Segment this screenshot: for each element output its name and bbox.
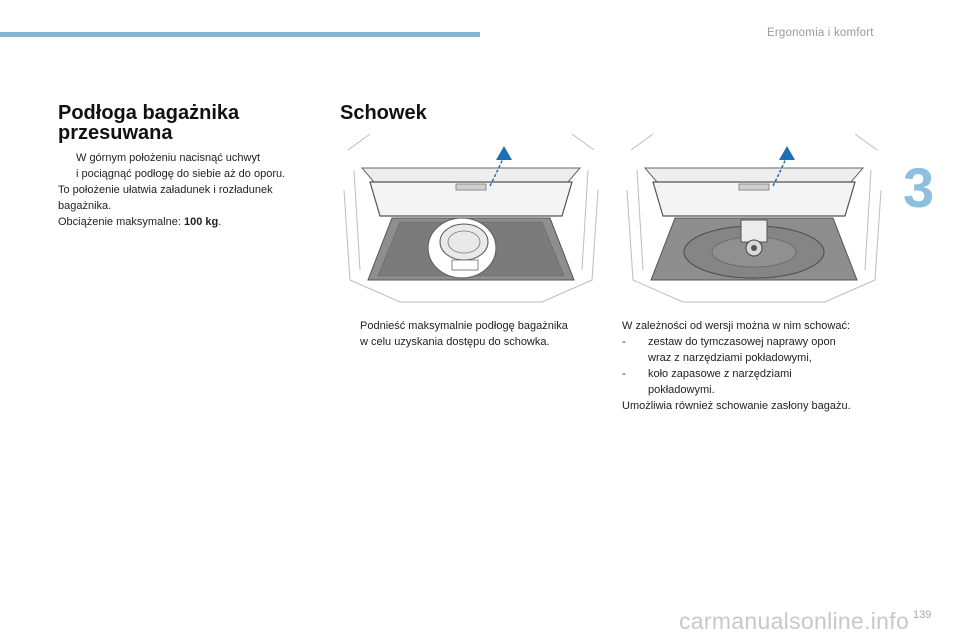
header-accent-bar bbox=[0, 32, 480, 37]
storage-intro: W zależności od wersji można w nim schować: bbox=[622, 320, 851, 332]
item-2-line-1: koło zapasowe z narzędziami bbox=[648, 368, 792, 380]
max-load-value: 100 kg bbox=[183, 216, 219, 228]
item-1-line-1: zestaw do tymczasowej naprawy opon bbox=[648, 336, 836, 348]
dash-marker: - bbox=[622, 336, 626, 348]
dash-marker: - bbox=[622, 368, 626, 380]
chapter-number: 3 bbox=[903, 156, 935, 219]
instruction-line-2: i pociągnąć podłogę do siebie aż do oporu. bbox=[76, 168, 286, 180]
trunk-repair-kit-drawing bbox=[340, 130, 602, 308]
info-line-1: To położenie ułatwia załadunek i rozładunek bbox=[58, 184, 273, 196]
storage-item-1-text bbox=[648, 334, 912, 366]
section-title: Ergonomia i komfort bbox=[767, 27, 874, 39]
storage-instruction-line-2: w celu uzyskania dostępu do schowka. bbox=[360, 336, 550, 348]
arrow-bullet-icon bbox=[342, 318, 360, 350]
item-1-line-2: wraz z narzędziami pokładowymi, bbox=[648, 352, 812, 364]
repair-kit-lid bbox=[440, 224, 488, 260]
raised-floor-edge bbox=[362, 168, 580, 182]
storage-section-title: Schowek bbox=[340, 102, 427, 124]
max-load-line bbox=[58, 214, 328, 230]
item-2-line-2: pokładowymi. bbox=[648, 384, 715, 396]
storage-item-2 bbox=[622, 366, 912, 398]
trunk-spare-wheel-drawing bbox=[623, 130, 885, 308]
storage-item-2-text bbox=[648, 366, 912, 398]
floor-handle bbox=[456, 184, 486, 190]
instruction-bullet bbox=[58, 150, 328, 182]
storage-instruction-text bbox=[360, 318, 607, 350]
info-paragraph bbox=[58, 182, 328, 214]
raised-floor-edge bbox=[645, 168, 863, 182]
max-load-suffix: . bbox=[218, 216, 222, 228]
car-roof-line bbox=[348, 134, 594, 150]
left-section-text bbox=[58, 150, 328, 230]
instruction-text bbox=[76, 150, 328, 182]
storage-instruction-bullet bbox=[342, 318, 607, 350]
floor-handle bbox=[739, 184, 769, 190]
storage-instruction bbox=[342, 318, 607, 350]
illustration-repair-kit bbox=[340, 130, 602, 308]
page-number: 139 bbox=[913, 609, 932, 621]
up-arrow-icon bbox=[496, 146, 512, 160]
storage-closing: Umożliwia również schowanie zasłony bagażu. bbox=[622, 400, 851, 412]
illustration-spare-wheel bbox=[623, 130, 885, 308]
repair-kit-base bbox=[452, 260, 478, 270]
left-title-line-1: Podłoga bagażnika bbox=[58, 102, 240, 124]
tool-holder bbox=[741, 220, 767, 242]
storage-contents bbox=[622, 318, 912, 414]
max-load-label: Obciążenie maksymalne: bbox=[58, 216, 184, 228]
watermark: carmanualsonline.info bbox=[679, 608, 910, 634]
car-roof-line bbox=[631, 134, 877, 150]
left-title-line-2: przesuwana bbox=[58, 122, 173, 144]
arrow-bullet-icon bbox=[58, 150, 76, 182]
up-arrow-icon bbox=[779, 146, 795, 160]
instruction-line-1: W górnym położeniu nacisnąć uchwyt bbox=[76, 152, 261, 164]
storage-item-1 bbox=[622, 334, 912, 366]
storage-instruction-line-1: Podnieść maksymalnie podłogę bagażnika bbox=[360, 320, 568, 332]
left-section-title bbox=[58, 103, 288, 143]
info-line-2: bagażnika. bbox=[58, 200, 112, 212]
wheel-bolt-centre bbox=[751, 245, 757, 251]
